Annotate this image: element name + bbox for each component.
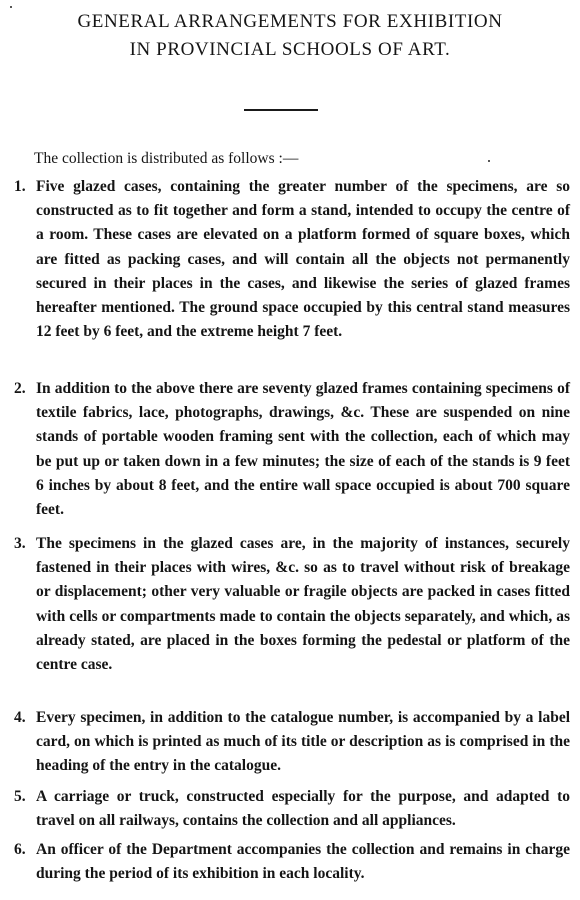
item-text: The specimens in the glazed cases are, in the majority of instances, securely fastened in their places with wires, &c. so as to travel without risk of breakage or displacement; other very valuable or fragile objects are packed in cases fitted with cells or compartments made to contain the objects separately, and which, as already stated, are placed in the boxes forming the pedestal or platform of the centre case. [36, 535, 570, 674]
list-item [14, 377, 570, 522]
list-item [14, 838, 570, 886]
item-number: 5. [14, 788, 26, 805]
list-item [14, 532, 570, 677]
list-item [14, 175, 570, 344]
item-number: 3. [14, 535, 26, 552]
page-title-line-1: GENERAL ARRANGEMENTS FOR EXHIBITION [77, 11, 503, 32]
item-text: A carriage or truck, constructed especially for the purpose, and adapted to travel on all railways, contains the collection and all appliances. [36, 788, 570, 830]
page-title-line-2: IN PROVINCIAL SCHOOLS OF ART. [129, 39, 451, 60]
item-number: 6. [14, 841, 26, 858]
ink-speck [488, 160, 490, 162]
list-item [14, 706, 570, 779]
item-number: 2. [14, 380, 26, 397]
title-divider [244, 109, 318, 111]
item-number: 1. [14, 178, 26, 195]
item-text: Five glazed cases, containing the greater number of the specimens, are so constructed as to fit together and form a stand, intended to occupy the centre of a room. These cases are elevated on a platform formed of square boxes, which are fitted as packing cases, and will contain all the objects not permanently secured in their places in the cases, and likewise the series of glazed frames hereafter mentioned. The ground space occupied by this central stand measures 12 feet by 6 feet, and the extreme height 7 feet. [36, 178, 570, 341]
intro-text: The collection is distributed as follows :— [34, 150, 299, 167]
list-item [14, 785, 570, 833]
item-text: An officer of the Department accompanies the collection and remains in charge during the period of its exhibition in each locality. [36, 841, 570, 883]
item-number: 4. [14, 709, 26, 726]
item-text: Every specimen, in addition to the catalogue number, is accompanied by a label card, on which is printed as much of its title or description as is comprised in the heading of the entry in the catalogue. [36, 709, 570, 775]
item-text: In addition to the above there are seventy glazed frames containing specimens of textile fabrics, lace, photographs, drawings, &c. These are suspended on nine stands of portable wooden framing sent with the collection, each of which may be put up or taken down in a few minutes; the size of each of the stands is 9 feet 6 inches by about 8 feet, and the entire wall space occupied is about 700 square feet. [36, 380, 570, 519]
